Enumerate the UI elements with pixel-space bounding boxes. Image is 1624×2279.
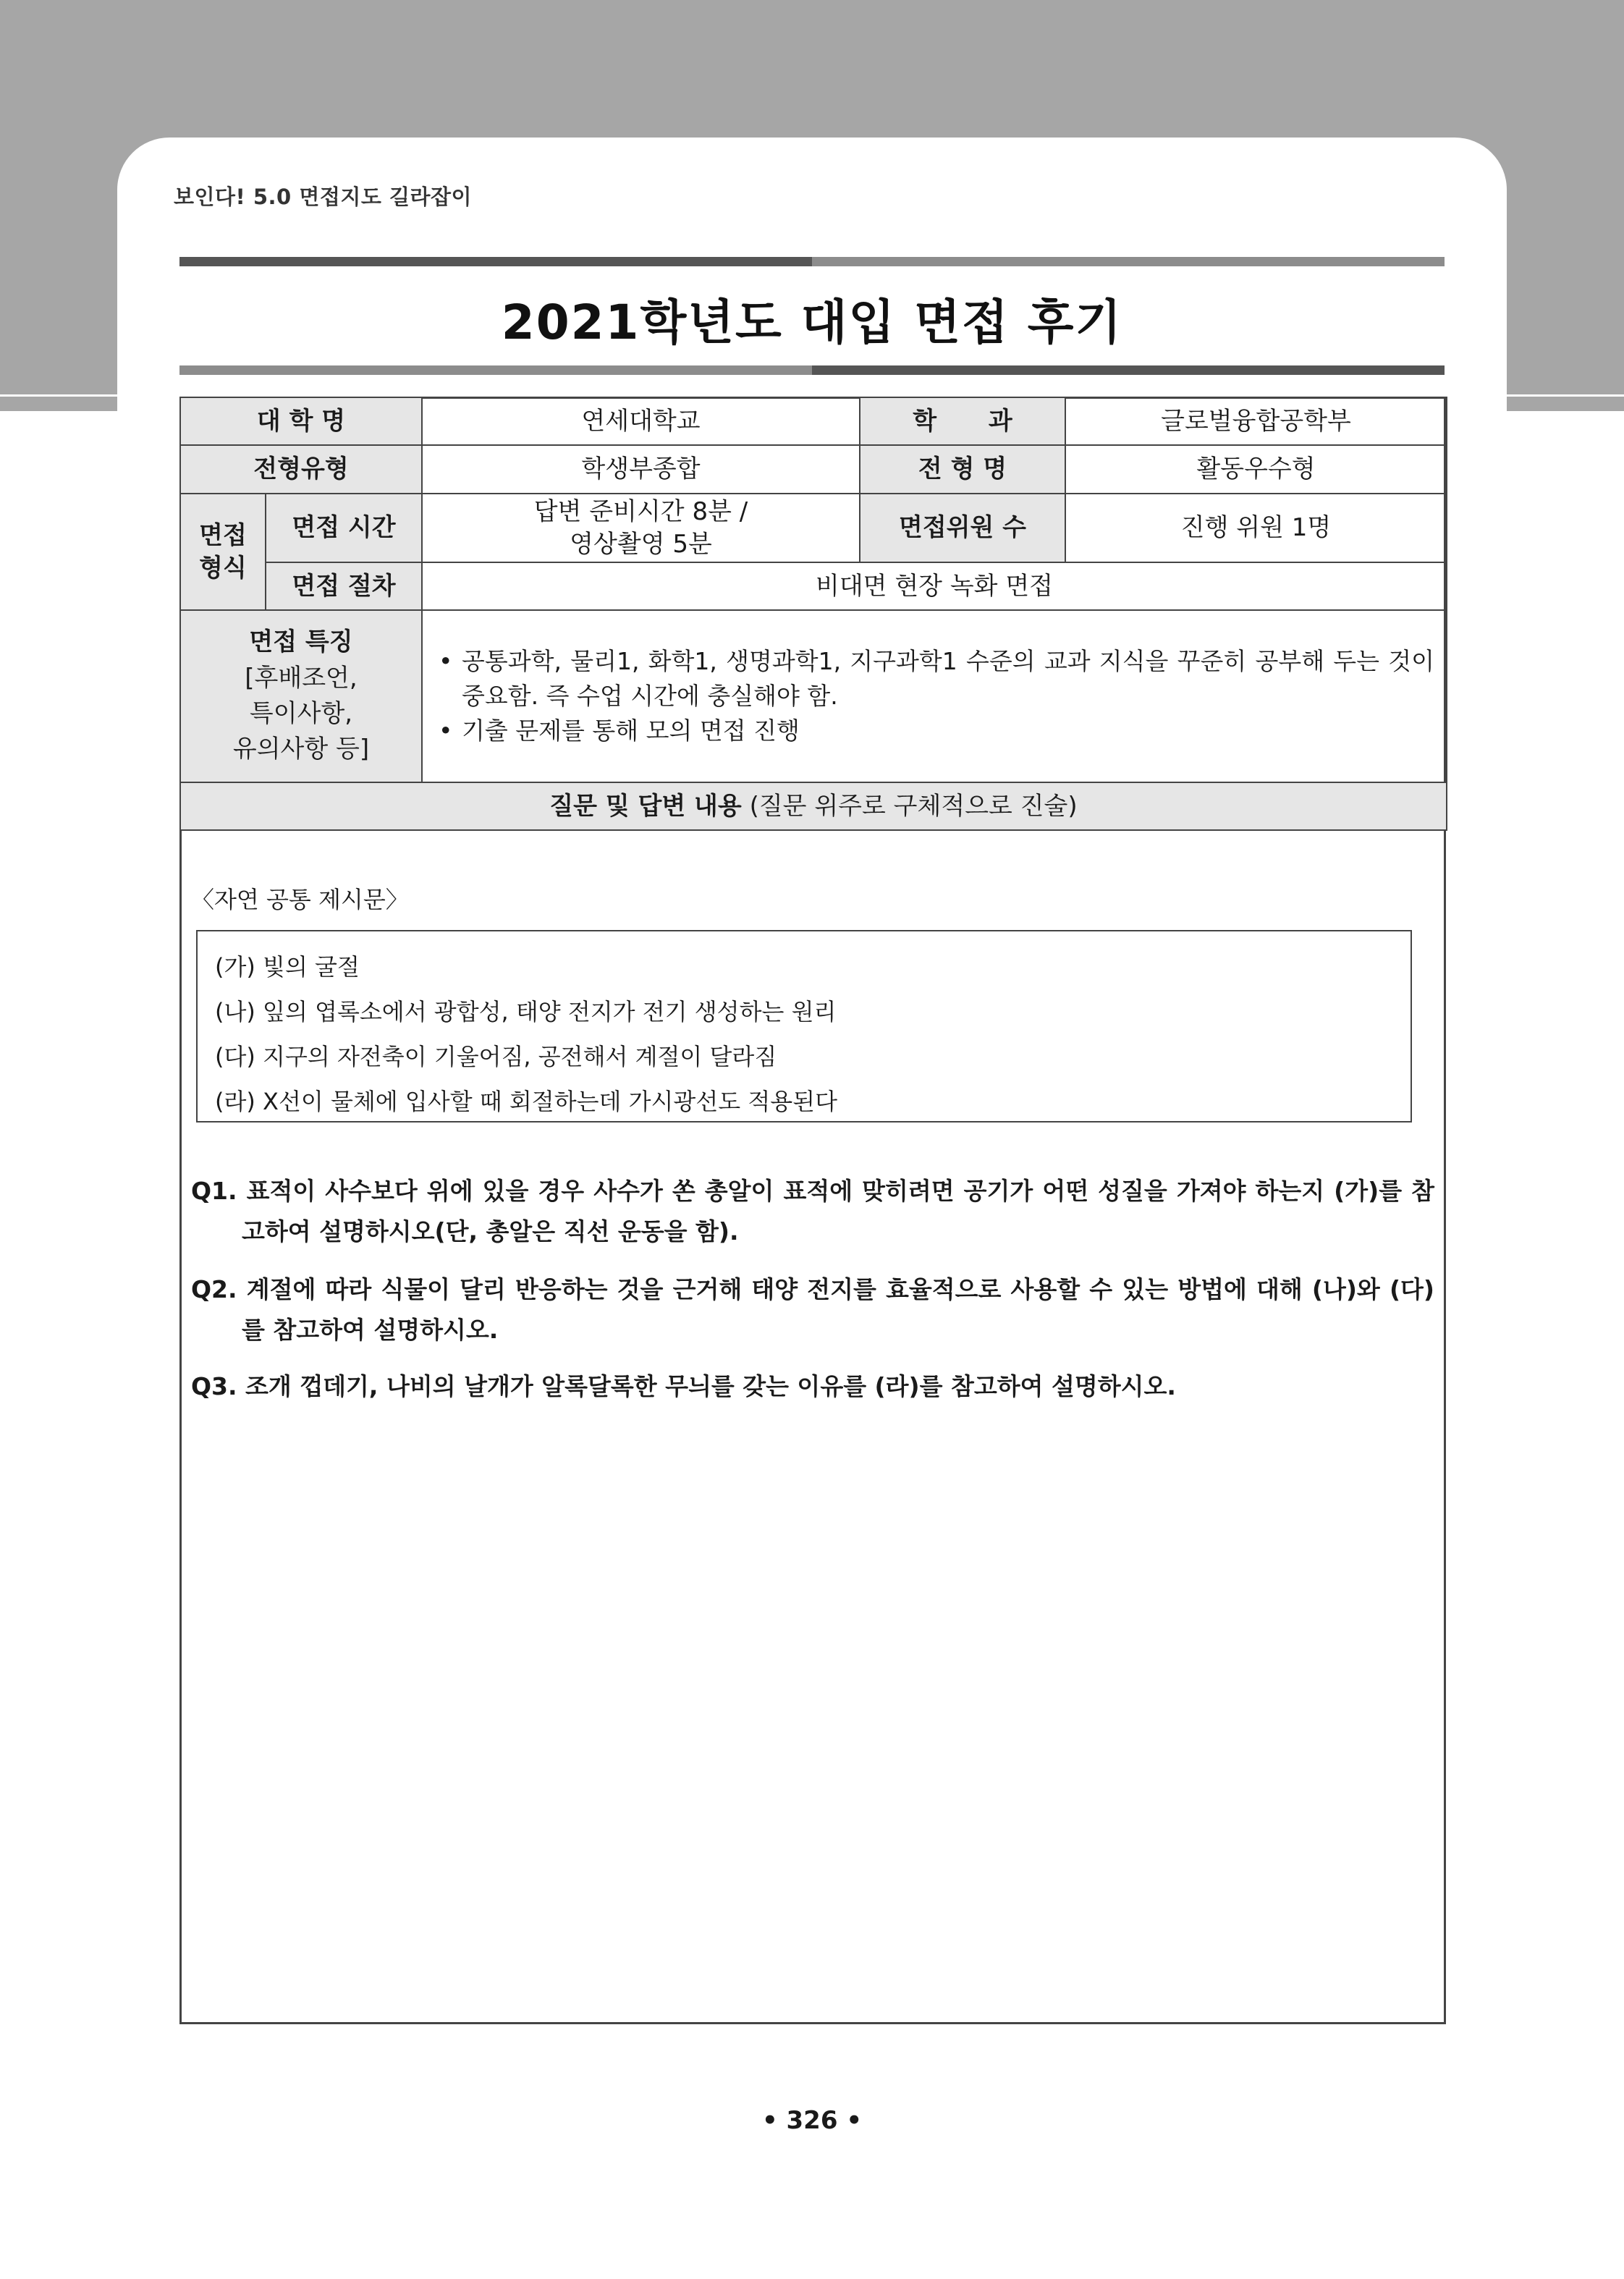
running-head: 보인다! 5.0 면접지도 길라잡이: [174, 185, 473, 209]
title-bottom-rule: [179, 365, 1445, 375]
interviewers-label: 면접위원 수: [860, 494, 1065, 562]
list-item: • 기출 문제를 통해 모의 면접 진행: [436, 714, 1434, 748]
passage-line: (가) 빛의 굴절: [215, 953, 360, 981]
features-label-line-3: 특이사항,: [249, 699, 353, 728]
time-line-1: 답변 준비시간 8분 /: [533, 497, 748, 527]
passage-label: 〈자연 공통 제시문〉: [191, 886, 409, 913]
passage-line: (라) X선이 물체에 입사할 때 회절하는데 가시광선도 적용된다: [215, 1088, 837, 1115]
department-value: 글로벌융합공학부: [1065, 397, 1447, 445]
procedure-value: 비대면 현장 녹화 면접: [422, 562, 1447, 610]
features-label-line-4: 유의사항 등]: [232, 735, 370, 764]
document-title: 2021학년도 대입 면접 후기: [501, 295, 1123, 350]
format-label-text: 면접 형식: [199, 521, 247, 583]
left-stripe: [0, 397, 117, 411]
qa-header-note: (질문 위주로 구체적으로 진술): [749, 791, 1078, 821]
table-row: [180, 610, 1447, 782]
features-list: [436, 644, 1434, 748]
admission-type-label: 전형유형: [180, 445, 422, 494]
qa-header: [180, 782, 1447, 830]
features-value: [422, 610, 1447, 782]
department-label: 학 과: [860, 397, 1065, 445]
features-label-line-1: 면접 특징: [249, 627, 353, 657]
passage-line: (나) 잎의 엽록소에서 광합성, 태양 전지가 전기 생성하는 원리: [215, 998, 837, 1026]
title-top-rule: [179, 257, 1445, 266]
passage-line: (다) 지구의 자전축이 기울어짐, 공전해서 계절이 달라짐: [215, 1043, 777, 1070]
table-row: [180, 445, 1447, 494]
table-row: [180, 562, 1447, 610]
passage-box: [196, 930, 1412, 1122]
table-row: [180, 494, 1447, 562]
question-3: Q3. 조개 껍데기, 나비의 날개가 알록달록한 무늬를 갖는 이유를 (라)를 참고하여 설명하시오.: [191, 1372, 1176, 1400]
admission-type-value: 학생부종합: [422, 445, 860, 494]
features-label: [180, 610, 422, 782]
format-label: [180, 494, 266, 610]
time-label: 면접 시간: [266, 494, 422, 562]
question-2: Q2. 계절에 따라 식물이 달리 반응하는 것을 근거해 태양 전지를 효율적으로 사용할 수 있는 방법에 대해 (나)와 (다)를 참고하여 설명하시오.: [191, 1275, 1434, 1344]
qa-header-bold: 질문 및 답변 내용: [549, 791, 742, 821]
admission-name-label: 전 형 명: [860, 445, 1065, 494]
page-number: • 326 •: [761, 2106, 863, 2135]
interview-info-table: [179, 397, 1447, 831]
table-row: [180, 782, 1447, 830]
admission-name-value: 활동우수형: [1065, 445, 1447, 494]
right-stripe: [1507, 397, 1624, 411]
time-line-2: 영상촬영 5분: [570, 529, 712, 559]
university-label: 대 학 명: [180, 397, 422, 445]
table-row: [180, 397, 1447, 445]
features-label-line-2: [후배조언,: [245, 663, 358, 693]
university-value: 연세대학교: [422, 397, 860, 445]
interviewers-value: 진행 위원 1명: [1065, 494, 1447, 562]
question-1: Q1. 표적이 사수보다 위에 있을 경우 사수가 쏜 총알이 표적에 맞히려면 공기가 어떤 성질을 가져야 하는지 (가)를 참고하여 설명하시오(단, 총알은 직선 운동을 함).: [191, 1177, 1434, 1246]
procedure-label: 면접 절차: [266, 562, 422, 610]
list-item: • 공통과학, 물리1, 화학1, 생명과학1, 지구과학1 수준의 교과 지식을 꾸준히 공부해 두는 것이 중요함. 즉 수업 시간에 충실해야 함.: [436, 644, 1434, 714]
time-value: [422, 494, 860, 562]
